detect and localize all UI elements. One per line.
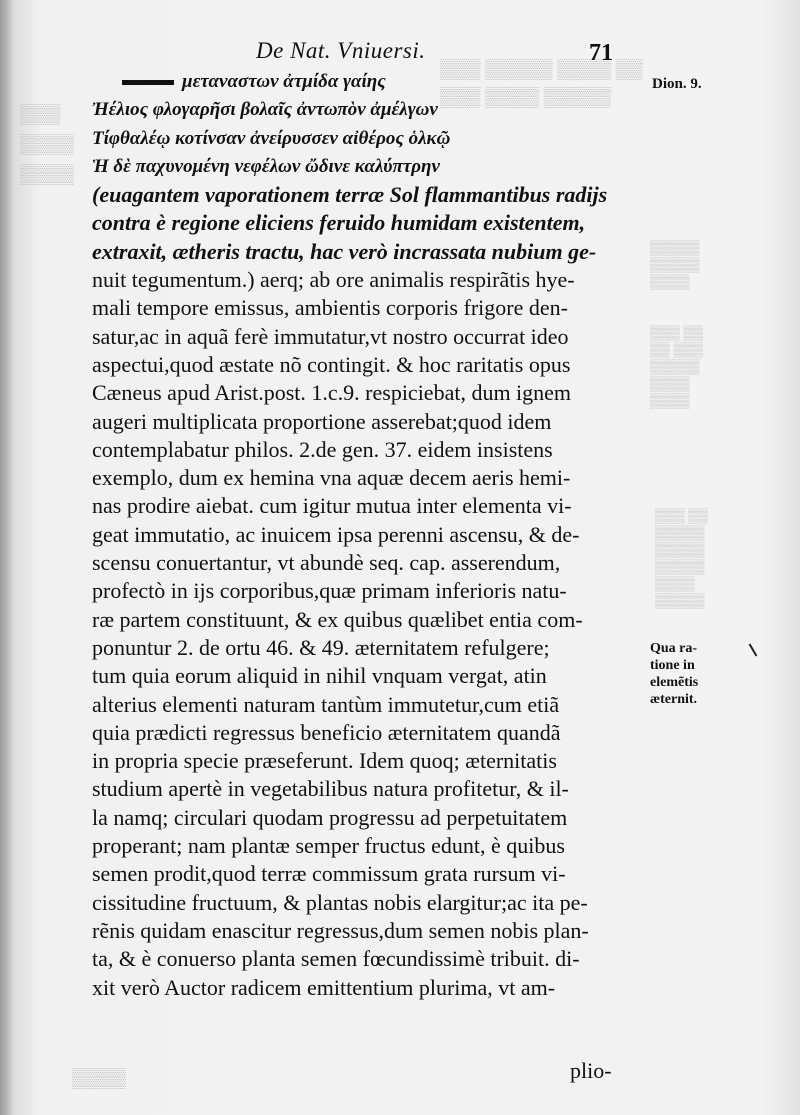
text-line: properant; nam plantæ semper fructus edunt, è quibus xyxy=(92,833,565,859)
text-line: contemplabatur philos. 2.de gen. 37. eidem insistens xyxy=(92,436,553,462)
verse-line: Ἠέλιος φλογαρῆσι βολαῖς ἀντωπὸν ἀμέλγων xyxy=(92,99,438,121)
text-line: geat immutatio, ac inuicem ipsa perenni ascensu, & de- xyxy=(92,521,580,547)
page-number: 71 xyxy=(589,40,613,66)
text-line: augeri multiplicata proportione asserebat;quod idem xyxy=(92,408,552,434)
show-through-text: ▒▒▒ ▒▒▒▒▒ ▒▒▒▒ ▒▒ ▒▒▒ ▒▒▒▒ ▒▒▒▒▒ xyxy=(440,59,643,108)
show-through-text: ▒▒▒▒ xyxy=(72,1068,126,1089)
text-line: (euagantem vaporationem terræ Sol flammantibus radijs xyxy=(92,182,608,208)
text-line: alterius elementi naturam tantùm immutetur,cum etiã xyxy=(92,691,560,717)
show-through-text: ▒▒▒ ▒▒ ▒▒▒▒▒ ▒▒▒▒▒ ▒▒▒▒▒ ▒▒▒▒ ▒▒▒▒▒ xyxy=(655,509,709,609)
text-line: ræ partem constituunt, & ex quibus quælibet entia com- xyxy=(92,606,583,632)
margin-note-line: tione in xyxy=(650,658,695,673)
margin-note-reference: Dion. 9. xyxy=(652,76,702,92)
text-line: semen prodit,quod terræ commissum grata rursum vi- xyxy=(92,861,566,887)
text-line: nuit tegumentum.) aerq; ab ore animalis respirãtis hye- xyxy=(92,267,575,293)
verse-line: Τίφθαλέῳ κοτίνσαν ἀνείρυσσεν αἰθέρος ὁλκῷ xyxy=(92,127,451,149)
text-line: rẽnis quidam enascitur regressus,dum semen nobis plan- xyxy=(92,917,589,943)
body-text xyxy=(92,68,637,1002)
running-head: De Nat. Vniuersi. xyxy=(256,38,426,63)
margin-note-line: elemẽtis xyxy=(650,675,699,690)
verse-text: μεταναστων ἀτμίδα γαίης xyxy=(182,71,386,92)
catchword: plio- xyxy=(570,1058,612,1083)
verse-line xyxy=(92,68,637,96)
margin-note-side xyxy=(650,640,750,708)
text-line: cissitudine fructuum, & plantas nobis elargitur;ac ita pe- xyxy=(92,889,588,915)
text-line: scensu conuertantur, vt abundè seq. cap. asserendum, xyxy=(92,550,561,576)
text-line: extraxit, ætheris tractu, hac verò incrassata nubium ge- xyxy=(92,238,597,264)
show-through-text: ▒▒▒▒▒ ▒▒▒▒▒ ▒▒▒▒ ▒▒▒ ▒▒ ▒▒ ▒▒▒ ▒▒▒▒▒ ▒▒▒▒ ▒▒▒▒ xyxy=(650,241,704,409)
text-line: xit verò Auctor radicem emittentium plurima, vt am- xyxy=(92,974,556,1000)
text-line: in propria specie præseferunt. Idem quoq; æternitatis xyxy=(92,748,557,774)
gutter-shadow xyxy=(0,0,14,1115)
text-line: tum quia eorum aliquid in nihil vnquam vergat, atin xyxy=(92,663,547,689)
verse-line: Ἡ δὲ παχυνομένη νεφέλων ὤδινε καλύπτρην xyxy=(92,155,440,177)
text-line: profectò in ijs corporibus,quæ primam inferioris natu- xyxy=(92,578,567,604)
text-line: exemplo, dum ex hemina vna aquæ decem aeris hemi- xyxy=(92,465,571,491)
dash-rule xyxy=(122,80,174,85)
text-line: satur,ac in aquã ferè immutatur,vt nostro occurrat ideo xyxy=(92,323,569,349)
text-line: Cæneus apud Arist.post. 1.c.9. respiciebat, dum ignem xyxy=(92,380,572,406)
margin-note-line: æternit. xyxy=(650,692,698,707)
text-line: mali tempore emissus, ambientis corporis frigore den- xyxy=(92,295,568,321)
text-line: studium apertè in vegetabilibus natura profitetur, & il- xyxy=(92,776,569,802)
text-line: aspectui,quod æstate nõ contingit. & hoc raritatis opus xyxy=(92,351,571,377)
text-line: la namq; circulari quodam progressu ad perpetuitatem xyxy=(92,804,568,830)
margin-note-line: Qua ra- xyxy=(650,641,698,656)
text-line: ponuntur 2. de ortu 46. & 49. æternitatem refulgere; xyxy=(92,634,550,660)
text-line: nas prodire aiebat. cum igitur mutua inter elementa vi- xyxy=(92,493,572,519)
text-line: ta, & è conuerso planta semen fœcundissimè tribuit. di- xyxy=(92,946,580,972)
text-line: contra è regione eliciens feruido humidam existentem, xyxy=(92,210,586,236)
show-through-text: ▒▒▒ ▒▒▒▒ ▒▒▒▒ xyxy=(20,104,74,185)
text-line: quia prædicti regressus beneficio æternitatem quandã xyxy=(92,719,561,745)
